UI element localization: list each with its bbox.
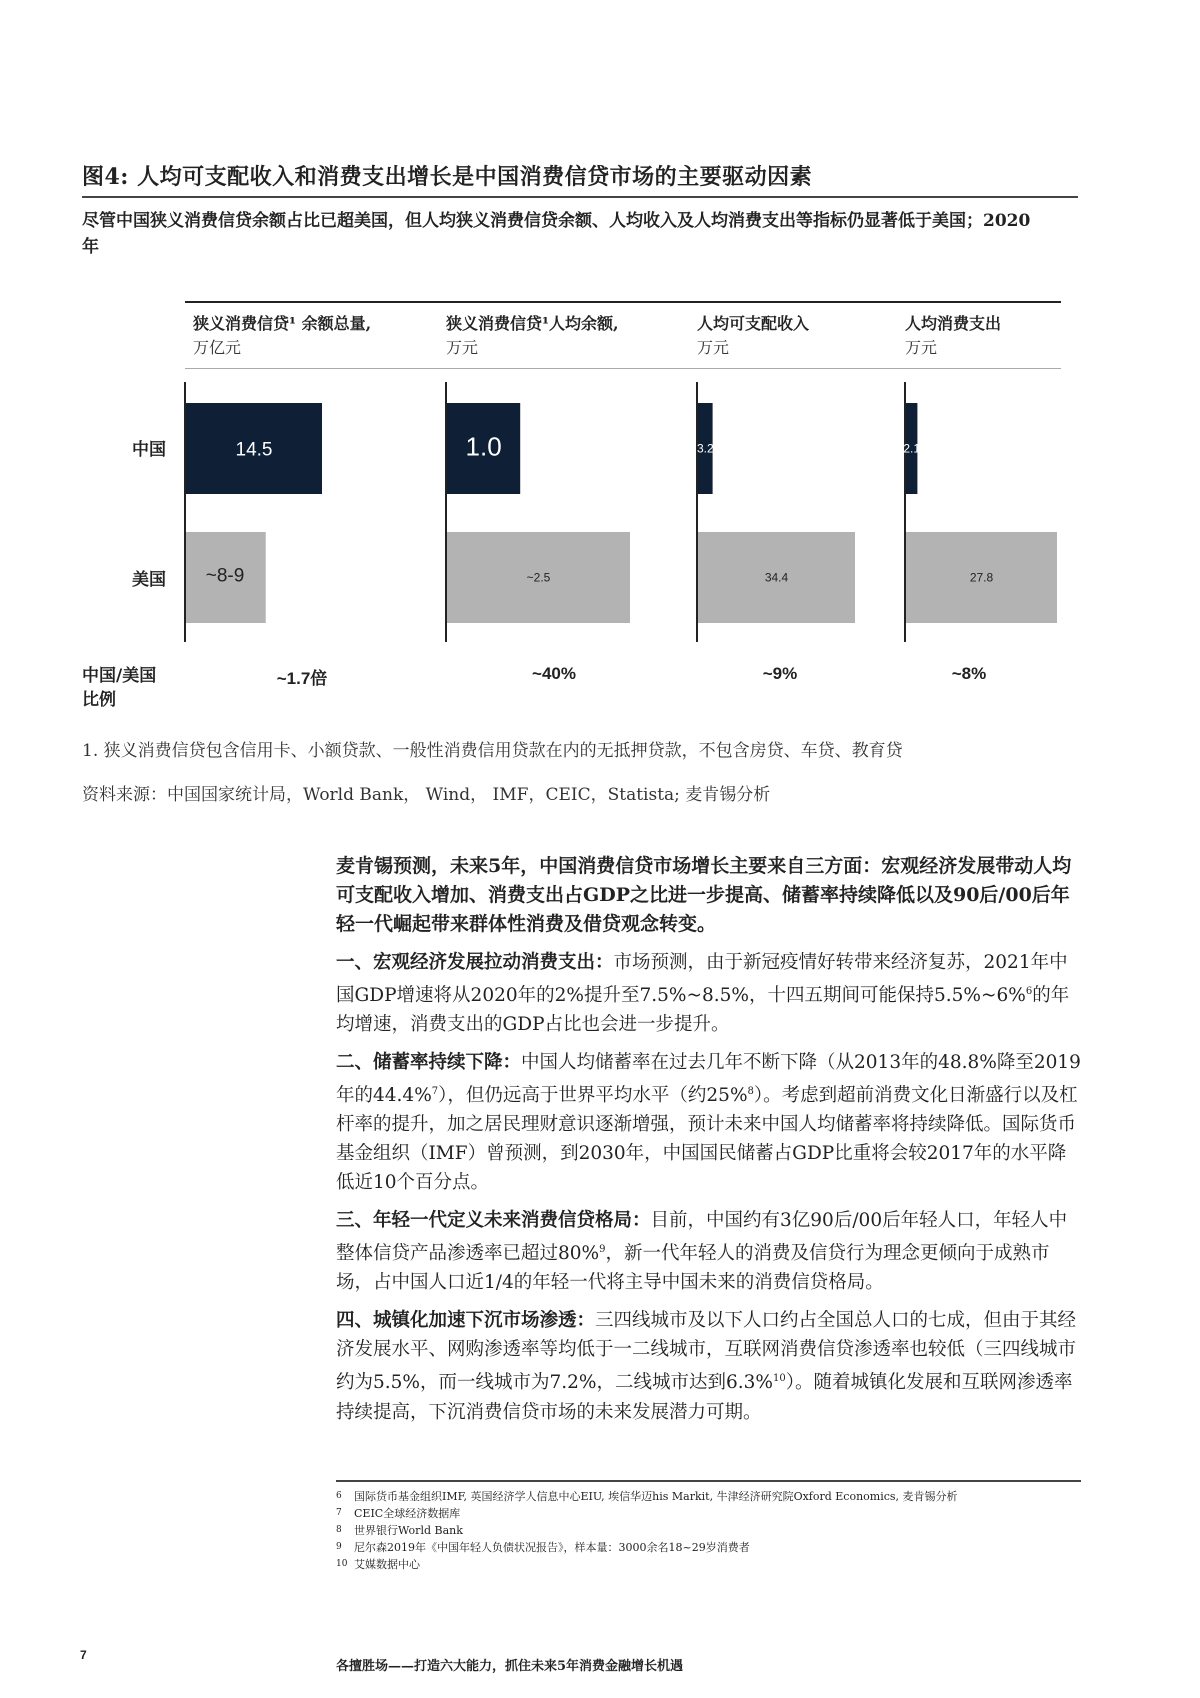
bar-label-usa-panel-1: ~8-9: [205, 565, 245, 587]
bar-label-china-panel-4: 2.1: [903, 441, 921, 456]
paragraph-2-text-b: ），但仍远高于世界平均水平（约25%: [438, 1085, 748, 1107]
footnote-ref-10: 10: [773, 1373, 786, 1385]
figure-subtitle: 尽管中国狭义消费信贷余额占比已超美国，但人均狭义消费信贷余额、人均收入及人均消费支出等指标仍显著低于美国；2020年: [82, 211, 1031, 257]
footnote-divider: [336, 1480, 1081, 1482]
bar-label-china-panel-1: 14.5: [235, 439, 273, 461]
footnote-number: 7: [336, 1508, 342, 1518]
page-number: 7: [80, 1648, 87, 1662]
footnote-text: CEIC全球经济数据库: [354, 1507, 461, 1520]
footnote-number: 8: [336, 1525, 342, 1535]
lead-paragraph: 麦肯锡预测，未来5年，中国消费信贷市场增长主要来自三方面：宏观经济发展带动人均可支配收入增加、消费支出占GDP之比进一步提高、储蓄率持续降低以及90后/00后年轻一代崛起带来群体性消费及借贷观念转变。: [336, 855, 1072, 935]
paragraph-3-heading: 三、年轻一代定义未来消费信贷格局：: [336, 1210, 651, 1232]
panel-header-1-unit: 万亿元: [193, 338, 242, 357]
paragraph-1-text-b: 的年均增速，消费支出的GDP占比也会进一步提升。: [336, 985, 1070, 1036]
bar-label-china-panel-2: 1.0: [465, 431, 502, 462]
panel-header-4-unit: 万元: [905, 338, 938, 357]
panel-header-3-title: 人均可支配收入: [697, 314, 810, 333]
footnote-number: 6: [336, 1491, 342, 1501]
footnote-number: 10: [336, 1559, 348, 1569]
paragraph-2: [336, 1048, 1081, 1197]
paragraph-1: [336, 948, 1081, 1039]
ratio-value-4: ~8%: [951, 664, 987, 683]
page-footer-title: 各擅胜场——打造六大能力，抓住未来5年消费金融增长机遇: [336, 1659, 684, 1674]
footnote-definition: 1. 狭义消费信贷包含信用卡、小额贷款、一般性消费信用贷款在内的无抵押贷款，不包含房贷、车贷、教育贷: [82, 741, 903, 761]
footnote-item: [336, 1522, 1096, 1539]
bar-label-china-panel-3: 3.2: [696, 441, 714, 456]
ratio-value-1: ~1.7倍: [276, 669, 328, 688]
figure-title: 图4: 人均可支配收入和消费支出增长是中国消费信贷市场的主要驱动因素: [82, 164, 813, 190]
panel-header-2-title: 狭义消费信贷¹人均余额,: [446, 314, 619, 333]
paragraph-2-heading: 二、储蓄率持续下降：: [336, 1052, 522, 1074]
paragraph-4: [336, 1306, 1081, 1426]
bar-label-usa-panel-4: 27.8: [969, 570, 994, 585]
footnote-number: 9: [336, 1542, 342, 1552]
paragraph-4-text-b: ）。随着城镇化发展和互联网渗透率持续提高，下沉消费信贷市场的未来发展潜力可期。: [336, 1372, 1073, 1423]
footnote-ref-8: 8: [747, 1086, 754, 1098]
paragraph-3: [336, 1206, 1081, 1297]
panel-header-4-title: 人均消费支出: [905, 314, 1002, 333]
panel-header-1-title: 狭义消费信贷¹ 余额总量,: [193, 314, 372, 333]
paragraph-1-heading: 一、宏观经济发展拉动消费支出：: [336, 952, 614, 973]
footnote-item: [336, 1488, 1096, 1505]
footnote-text: 世界银行World Bank: [354, 1524, 463, 1537]
footnote-text: 艾媒数据中心: [354, 1558, 420, 1571]
footnotes: [336, 1488, 1096, 1573]
row-label-usa: 美国: [132, 570, 166, 590]
paragraph-4-heading: 四、城镇化加速下沉市场渗透：: [336, 1310, 596, 1332]
body-text: [336, 852, 1081, 1436]
ratio-value-3: ~9%: [762, 664, 798, 683]
footnote-text: 尼尔森2019年《中国年轻人负债状况报告》，样本量：3000余名18~29岁消费者: [354, 1541, 750, 1554]
row-label-china: 中国: [132, 440, 166, 460]
source-note: 资料来源：中国国家统计局，World Bank， Wind， IMF，CEIC，Statista; 麦肯锡分析: [82, 785, 771, 805]
footnote-item: [336, 1505, 1096, 1522]
panel-header-2-unit: 万元: [446, 338, 479, 357]
paragraph-2-text-c: ）。考虑到超前消费文化日渐盛行以及杠杆率的提升，加之居民理财意识逐渐增强，预计未来中国人均储蓄率将持续降低。国际货币基金组织（IMF）曾预测，到2030年，中国国民储蓄占GDP比重将会较2017年的水平降低近10个百分点。: [336, 1085, 1078, 1194]
paragraph-3-text-a: 目前，中国约有3亿90后/00后年轻人口，年轻人中整体信贷产品渗透率已超过80%: [336, 1210, 1068, 1265]
footnote-text: 国际货币基金组织IMF, 英国经济学人信息中心EIU, 埃信华迈his Markit, 牛津经济研究院Oxford Economics, 麦肯锡分析: [354, 1490, 958, 1503]
footnote-ref-9: 9: [599, 1244, 606, 1256]
ratio-row-label: 中国/美国比例: [82, 666, 157, 710]
ratio-value-2: ~40%: [532, 664, 576, 683]
paragraph-3-text-b: ，新一代年轻人的消费及信贷行为理念更倾向于成熟市场，占中国人口近1/4的年轻一代将主导中国未来的消费信贷格局。: [336, 1243, 1050, 1294]
paragraph-2-text-a: 中国人均储蓄率在过去几年不断下降（从2013年的48.8%降至2019年的44.4%: [336, 1052, 1081, 1107]
paragraph-4-text-a: 三四线城市及以下人口约占全国总人口的七成，但由于其经济发展水平、网购渗透率等均低于一二线城市，互联网消费信贷渗透率也较低（三四线城市约为5.5%，而一线城市为7.2%，二线城市达到6.3%: [336, 1310, 1077, 1394]
footnote-ref-7: 7: [431, 1086, 439, 1098]
footnote-item: [336, 1556, 1096, 1573]
panel-header-3-unit: 万元: [697, 338, 730, 357]
footnote-item: [336, 1539, 1096, 1556]
bar-label-usa-panel-3: 34.4: [764, 570, 789, 585]
bar-label-usa-panel-2: ~2.5: [526, 570, 551, 585]
paragraph-1-text-a: 市场预测，由于新冠疫情好转带来经济复苏，2021年中国GDP增速将从2020年的2%提升至7.5%~8.5%，十四五期间可能保持5.5%~6%: [336, 952, 1068, 1007]
footnote-ref-6: 6: [1025, 986, 1033, 997]
